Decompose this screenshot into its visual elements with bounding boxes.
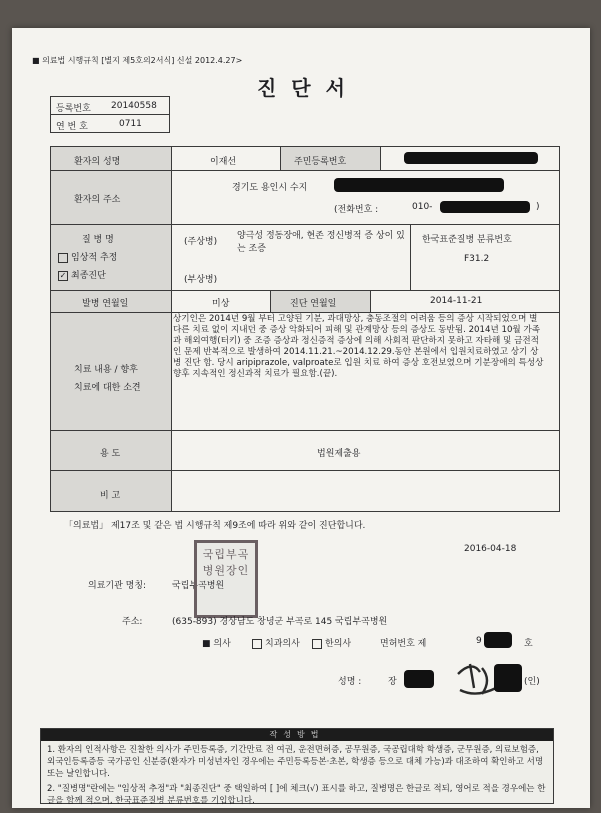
doctor-type-doctor-label: 의사 (213, 639, 231, 649)
certification-statement: 「의료법」 제17조 및 같은 법 시행규칙 제9조에 따라 위와 같이 진단합니다. (64, 521, 366, 531)
doctor-type-dentist-checkbox[interactable] (252, 639, 262, 649)
issue-date: 2016-04-18 (464, 544, 517, 554)
institution-name: 국립부곡병원 (172, 581, 225, 591)
reg-number-row (50, 96, 170, 115)
doctor-type-doctor-checkbox[interactable]: ■ (202, 639, 211, 649)
address-label: 주소: (122, 617, 143, 627)
seal-text: 국립부곡병원장인 (202, 548, 250, 577)
clinical-estimate-checkbox[interactable] (58, 253, 68, 263)
license-label: 면허번호 제 (380, 639, 427, 649)
phone-redaction (440, 201, 530, 213)
main-diagnosis-value: 양극성 정동장애, 현존 정신병적 증 상이 있는 조증 (237, 231, 405, 254)
institution-label: 의료기관 명칭: (88, 581, 147, 591)
patient-name-label: 환자의 성명 (74, 157, 121, 167)
phone-label: (전화번호 : (334, 205, 379, 215)
disease-code-label: 한국표준질병 분류번호 (422, 235, 512, 245)
treatment-text: 상기인은 2014년 9월 부터 고양된 기분, 과대망상, 충동조절의 어려움 등의 증상 시작되었으며 별다른 치료 없이 지내던 중 증상 악화되어 피해 및 관계망상 등의 증상도 동반됨. 2014년 10월 가족과 해외여행(터키) 중 조증 증상과 정신증적 증상에 의해 사회적 판단하지 못하고 자타해 및 금전적인 문제 반복적으로 발생하여 2014.11.21.~2014.12.29.동안 본원에서 입원치료하였고 상기 상병 진단 함. 당시 aripiprazole, valproate로 입원 치료 하여 증상 호전보였으며 기분장애의 특성상 향후 지속적인 정신과적 치료가 필요함.(끝). (173, 314, 544, 379)
instructions-title: 작성방법 (41, 729, 553, 741)
resident-id-label: 주민등록번호 (294, 157, 347, 167)
final-diagnosis-label: 최종진단 (71, 271, 106, 281)
hospital-seal (194, 540, 258, 618)
doctor-type-dentist[interactable] (252, 636, 300, 649)
license-value: 9 (476, 636, 482, 646)
address-redaction (334, 178, 504, 192)
license-redaction (484, 632, 512, 648)
diagnosis-date-label: 진단 연월일 (290, 299, 337, 309)
doctor-type-oriental-checkbox[interactable] (312, 639, 322, 649)
serial-number-row (50, 114, 170, 133)
doctor-type-doctor[interactable] (202, 636, 231, 649)
signature-prefix: 장 (388, 677, 397, 687)
disease-code-value: F31.2 (464, 254, 490, 264)
signature-seal-mark: (인) (524, 677, 540, 687)
patient-address-label: 환자의 주소 (74, 195, 121, 205)
clinical-estimate-option[interactable] (58, 250, 117, 263)
phone-value: 010- (412, 202, 433, 212)
main-diagnosis-label: (주상병) (184, 237, 218, 247)
reg-number-value: 20140558 (111, 101, 157, 111)
certificate-paper (12, 28, 590, 808)
purpose-value: 법원제출용 (317, 449, 361, 459)
regulation-reference: ■ 의료법 시행규칙 [별지 제5호의2서식] 신설 2012.4.27> (32, 56, 243, 65)
disease-label: 질 병 명 (82, 235, 114, 245)
onset-date-value: 미상 (212, 299, 230, 309)
signature-label: 성명 : (338, 677, 362, 687)
patient-name-value: 이재선 (210, 157, 237, 167)
final-diagnosis-checkbox[interactable]: ✓ (59, 270, 67, 280)
instructions-box (40, 728, 554, 804)
document-title: 진 단 서 (257, 76, 349, 100)
signature-name-redaction (404, 670, 434, 688)
doctor-type-oriental[interactable] (312, 636, 351, 649)
address-value: (635-893) 경상남도 창녕군 부곡로 145 국립부곡병원 (172, 617, 388, 627)
instruction-2: 2. "질병명"란에는 "임상적 추정"과 "최종진단" 중 택일하여 [ ]에 체크(√) 표시를 하고, 질병명은 한글로 적되, 영어로 적을 경우에는 한글을 함께 적으며, 한국표준질병 분류번호를 기입합니다. (47, 784, 546, 806)
patient-address-value: 경기도 용인시 수지 (232, 183, 308, 193)
treatment-label-line2: 치료에 대한 소견 (74, 383, 141, 393)
treatment-label-line1: 치료 내용 / 향후 (74, 365, 138, 375)
clinical-estimate-label: 임상적 추정 (71, 253, 118, 263)
remarks-label: 비 고 (100, 491, 121, 501)
doctor-type-oriental-label: 한의사 (325, 639, 352, 649)
reg-number-label: 등록번호 (56, 104, 91, 114)
serial-number-label: 연 번 호 (56, 122, 88, 132)
serial-number-value: 0711 (119, 119, 142, 129)
phone-close: ) (536, 202, 540, 212)
final-diagnosis-option[interactable] (58, 268, 106, 281)
doctor-type-dentist-label: 치과의사 (265, 639, 300, 649)
instruction-1: 1. 환자의 인적사항은 진찰한 의사가 주민등록증, 기간만료 전 여권, 운전면허증, 공무원증, 국공립대학 학생증, 군무원증, 의료보험증, 외국인등록증등 국가공인 신분증(환자가 미성년자인 경우에는 주민등록등본·초본, 학생증 등으로 대체 가능)과 대조하여 확인하고 서명 또는 날인합니다. (47, 745, 544, 779)
diagnosis-date-value: 2014-11-21 (430, 296, 483, 306)
resident-id-redaction (404, 152, 538, 164)
license-unit: 호 (524, 639, 533, 649)
signature-redaction (494, 664, 522, 692)
sub-diagnosis-label: (부상병) (184, 275, 218, 285)
purpose-label: 용 도 (100, 449, 121, 459)
onset-date-label: 발병 연월일 (82, 299, 129, 309)
